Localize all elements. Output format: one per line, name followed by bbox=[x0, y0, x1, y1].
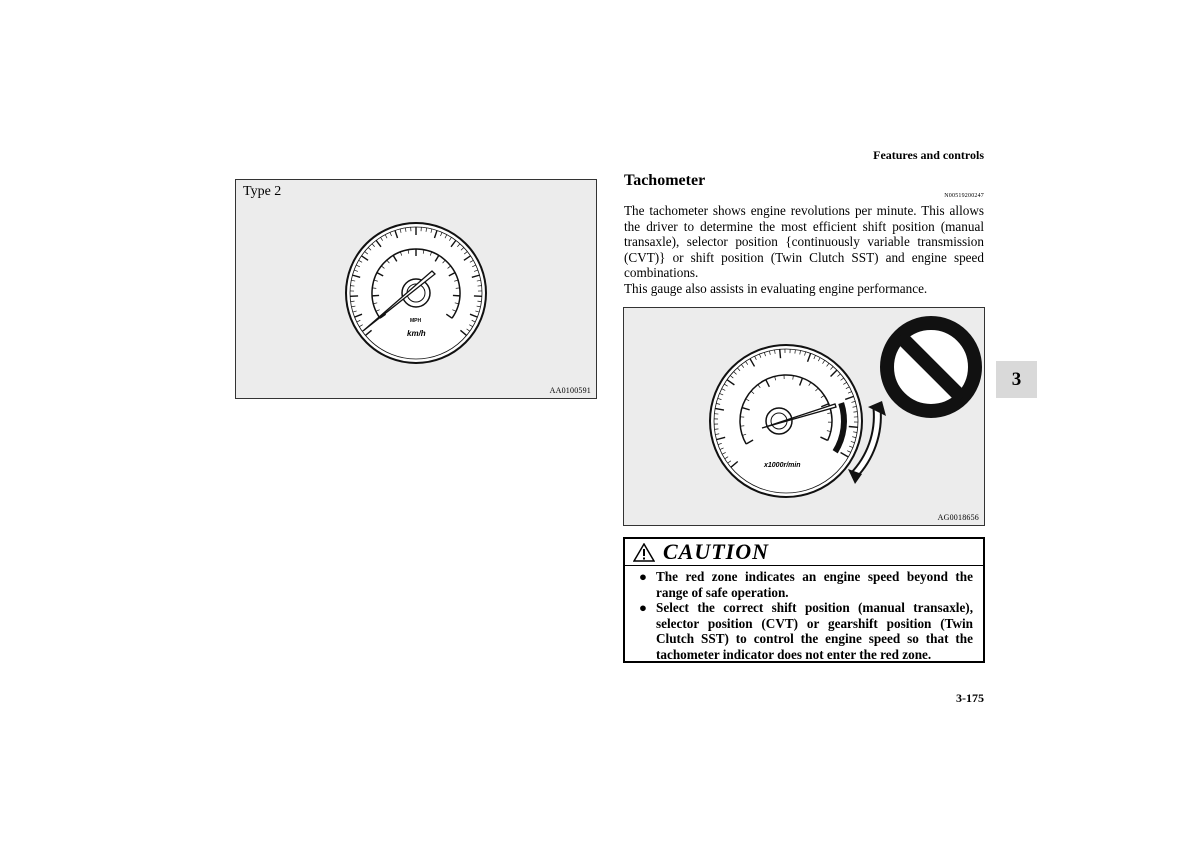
gauge-tick bbox=[849, 426, 858, 427]
caution-item-text: The red zone indicates an engine speed beyond the range of safe operation. bbox=[656, 569, 973, 600]
caution-box bbox=[623, 537, 985, 663]
gauge-unit-rpm: x1000r/min bbox=[764, 462, 801, 469]
figure-code: AA0100591 bbox=[549, 386, 591, 395]
article-paragraph: This gauge also assists in evaluating engine performance. bbox=[624, 280, 928, 296]
speedometer-gauge bbox=[236, 180, 596, 398]
tachometer-gauge bbox=[624, 308, 984, 525]
chapter-tab: 3 bbox=[996, 361, 1037, 398]
section-header: Features and controls bbox=[873, 148, 984, 162]
reference-code: N00519200247 bbox=[944, 193, 984, 199]
caution-title: CAUTION bbox=[663, 539, 770, 564]
article-title: Tachometer bbox=[624, 172, 706, 189]
speedometer-figure bbox=[235, 179, 597, 399]
bullet-icon: ● bbox=[639, 569, 647, 584]
gauge-tick bbox=[780, 349, 781, 358]
bullet-icon: ● bbox=[639, 600, 647, 616]
caution-header bbox=[625, 539, 983, 566]
tachometer-figure bbox=[623, 307, 985, 526]
gauge-unit-kmh: km/h bbox=[407, 329, 426, 338]
article-paragraph: The tachometer shows engine revolutions per minute. This allows the driver to determine the most efficient shift position (manual transaxle), selector position {continuously variable transmission (CVT)} or shift position (Twin Clutch SST) and engine speed combinations. bbox=[624, 203, 984, 281]
figure-code: AG0018656 bbox=[937, 513, 979, 522]
warning-triangle-icon bbox=[633, 543, 655, 562]
caution-item bbox=[639, 569, 973, 600]
caution-list bbox=[625, 566, 983, 663]
figure-type-label: Type 2 bbox=[243, 184, 282, 199]
article-body bbox=[624, 203, 984, 297]
caution-item-text: Select the correct shift position (manual transaxle), selector position (CVT) or gearshift position (Twin Clutch SST) to control the engine speed so that the tachometer indicator does not enter the red zone. bbox=[656, 600, 973, 662]
caution-item bbox=[639, 600, 973, 662]
gauge-unit-mph: MPH bbox=[410, 318, 422, 324]
page-number: 3-175 bbox=[956, 691, 984, 705]
